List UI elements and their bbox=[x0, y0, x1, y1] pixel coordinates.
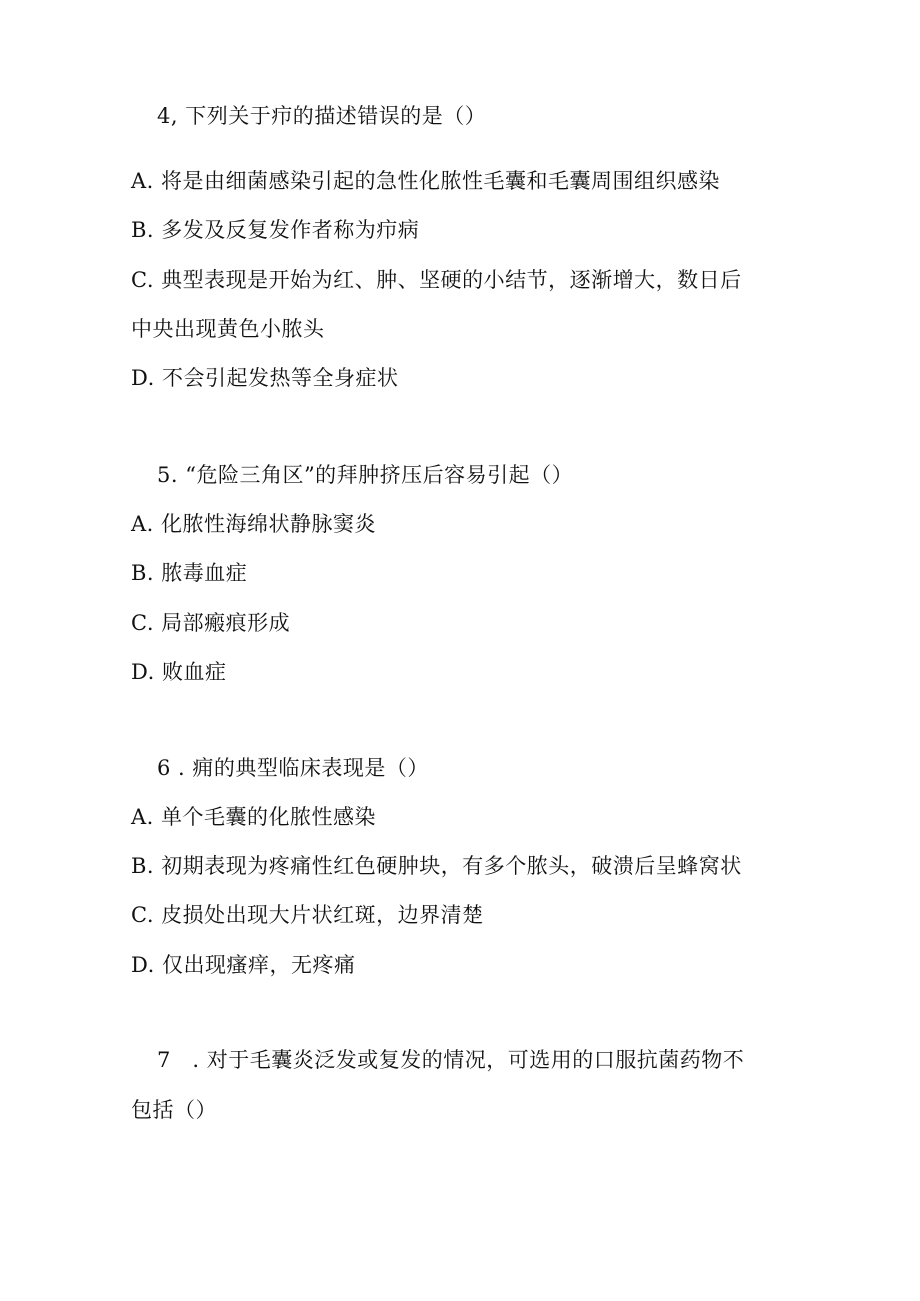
question-6-option-d: D. 仅出现瘙痒，无疼痛 bbox=[131, 953, 356, 977]
question-5-option-d: D. 败血症 bbox=[131, 660, 227, 684]
question-5-option-a: A. 化脓性海绵状静脉窦炎 bbox=[131, 512, 377, 536]
question-6-option-a: A. 单个毛囊的化脓性感染 bbox=[131, 805, 377, 829]
question-4-option-a: A. 将是由细菌感染引起的急性化脓性毛囊和毛囊周围组织感染 bbox=[131, 169, 721, 193]
question-6-option-b: B. 初期表现为疼痛性红色硬肿块，有多个脓头，破溃后呈蜂窝状 bbox=[131, 854, 742, 878]
question-5-option-b: B. 脓毒血症 bbox=[131, 561, 248, 585]
question-5-option-c: C. 局部瘢痕形成 bbox=[131, 611, 291, 635]
question-7-stem: 7 . 对于毛囊炎泛发或复发的情况，可选用的口服抗菌药物不 bbox=[157, 1048, 745, 1072]
question-7-stem-continued: 包括（） bbox=[131, 1098, 217, 1122]
question-6-stem: 6 . 痈的典型临床表现是（） bbox=[157, 756, 429, 780]
question-4-option-c-continued: 中央出现黄色小脓头 bbox=[131, 317, 325, 341]
question-4-stem: 4, 下列关于疖的描述错误的是（） bbox=[157, 104, 487, 128]
question-6-option-c: C. 皮损处出现大片状红斑，边界清楚 bbox=[131, 903, 484, 927]
question-5-stem: 5. “危险三角区”的拜肿挤压后容易引起（） bbox=[157, 463, 574, 487]
question-4-option-b: B. 多发及反复发作者称为疖病 bbox=[131, 218, 420, 242]
question-4-option-d: D. 不会引起发热等全身症状 bbox=[131, 366, 399, 390]
question-4-option-c: C. 典型表现是开始为红、肿、坚硬的小结节，逐渐增大，数日后 bbox=[131, 268, 742, 292]
